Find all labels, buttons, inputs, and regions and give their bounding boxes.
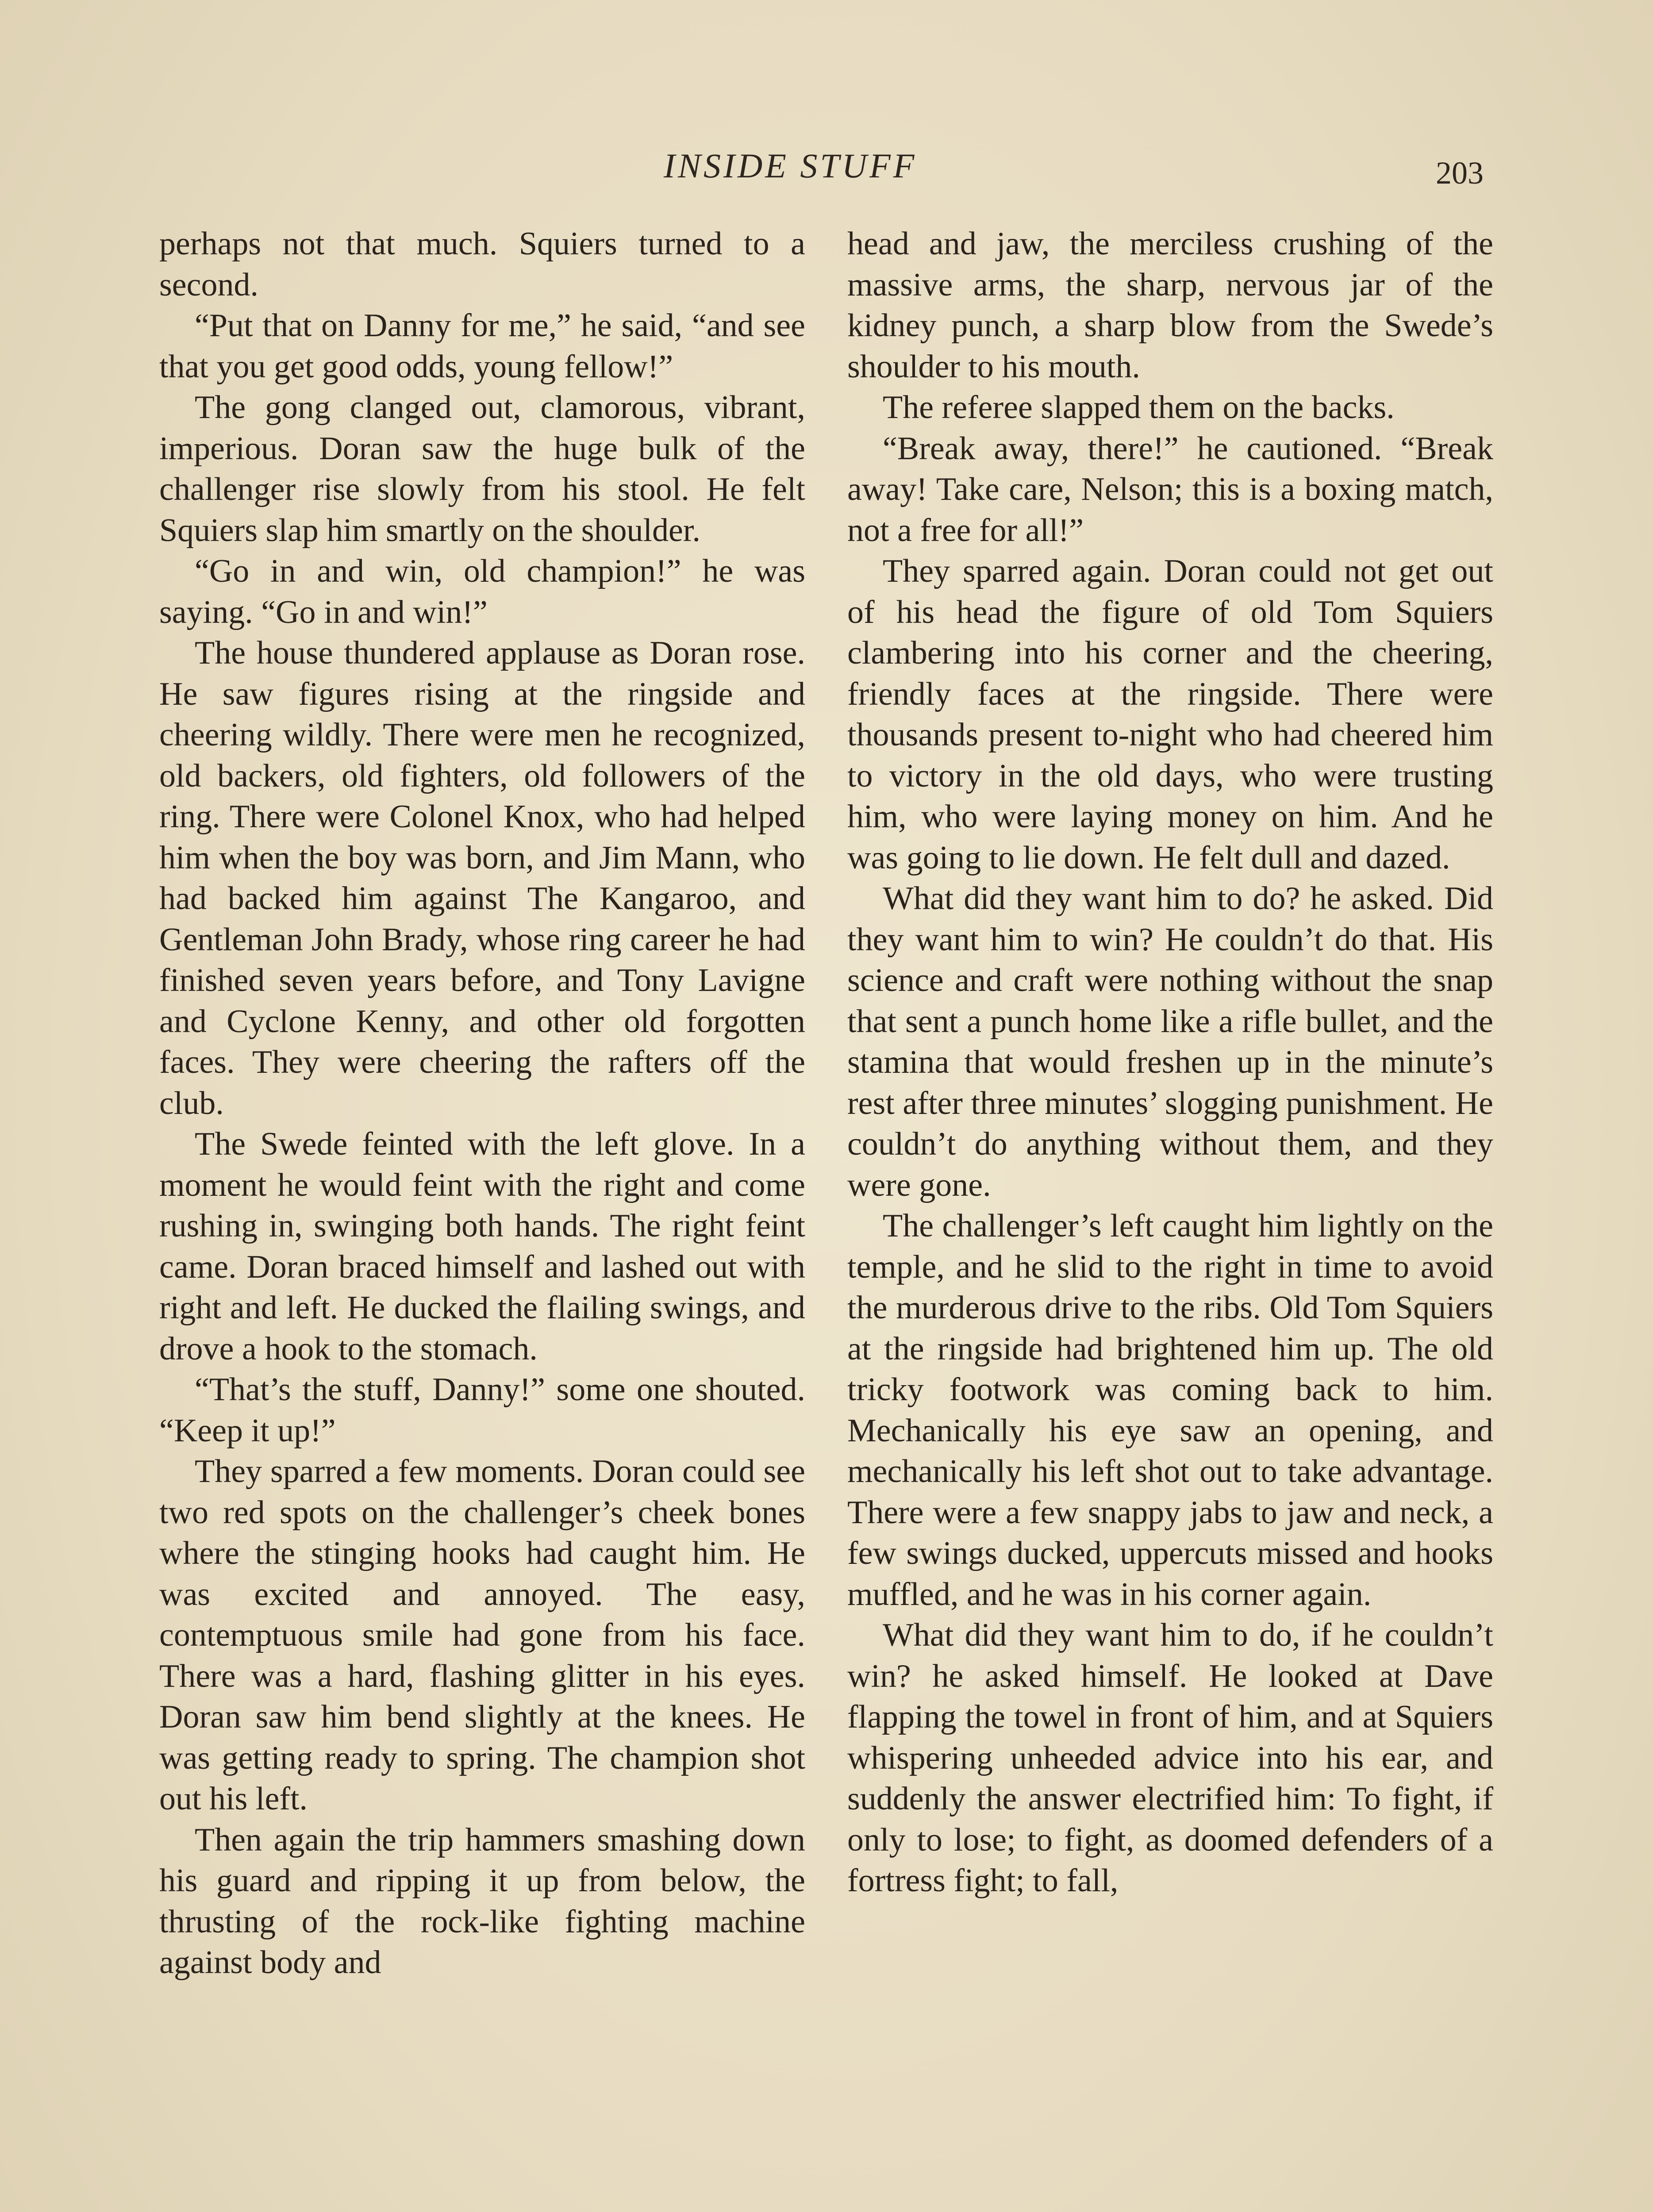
paragraph: head and jaw, the merciless crushing of the massive arms, the sharp, nervous jar of the kidney punch, a sharp blow from the Swede’s shoulder to his mouth. xyxy=(847,226,1493,385)
paragraph: They sparred again. Doran could not get out of his head the figure of old Tom Squiers clambering into his corner and the cheering, friendly faces at the ringside. There were thousands present to-night who had cheered him to victory in the old days, who were trusting him, who were laying money on him. And he was going to lie down. He felt dull and dazed. xyxy=(847,553,1493,876)
running-head xyxy=(0,146,1653,199)
right-column xyxy=(847,223,1493,1901)
paragraph: What did they want him to do? he asked. Did they want him to win? He couldn’t do that. His science and craft were nothing without the snap that sent a punch home like a rifle bullet, and the stamina that would freshen up in the minute’s rest after three minutes’ slogging punishment. He couldn’t do anything without them, and they were gone. xyxy=(847,880,1493,1203)
paragraph: perhaps not that much. Squiers turned to a second. xyxy=(159,226,805,303)
paragraph: The house thundered applause as Doran rose. He saw figures rising at the ringside and cheering wildly. There were men he recognized, old backers, old fighters, old followers of the ring. There were Colonel Knox, who had helped him when the boy was born, and Jim Mann, who had backed him against The Kangaroo, and Gentleman John Brady, whose ring career he had finished seven years before, and Tony Lavigne and Cyclone Kenny, and other old forgotten faces. They were cheering the rafters off the club. xyxy=(159,635,805,1121)
left-column xyxy=(159,223,805,1983)
paragraph: The challenger’s left caught him lightly on the temple, and he slid to the right in time to avoid the murderous drive to the ribs. Old Tom Squiers at the ringside had brightened him up. The old tricky footwork was coming back to him. Mechanically his eye saw an opening, and mechanically his left shot out to take advantage. There were a few snappy jabs to jaw and neck, a few swings ducked, uppercuts missed and hooks muffled, and he was in his corner again. xyxy=(847,1208,1493,1613)
paragraph: “That’s the stuff, Danny!” some one shouted. “Keep it up!” xyxy=(159,1371,805,1449)
paragraph: What did they want him to do, if he couldn’t win? he asked himself. He looked at Dave flapping the towel in front of him, and at Squiers whispering unheeded advice into his ear, and suddenly the answer electrified him: To fight, if only to lose; to fight, as doomed defenders of a fortress fight; to fall, xyxy=(847,1617,1493,1899)
paragraph: Then again the trip hammers smashing down his guard and ripping it up from below, the thrusting of the rock-like fighting machine against body and xyxy=(159,1821,805,1981)
running-title: INSIDE STUFF xyxy=(664,146,917,185)
paragraph: They sparred a few moments. Doran could see two red spots on the challenger’s cheek bones where the stinging hooks had caught him. He was excited and annoyed. The easy, contemptuous smile had gone from his face. There was a hard, flashing glitter in his eyes. Doran saw him bend slightly at the knees. He was getting ready to spring. The champion shot out his left. xyxy=(159,1453,805,1817)
paragraph: The referee slapped them on the backs. xyxy=(883,389,1395,426)
paragraph: The gong clanged out, clamorous, vibrant, imperious. Doran saw the huge bulk of the challenger rise slowly from his stool. He felt Squiers slap him smartly on the shoulder. xyxy=(159,389,805,549)
paragraph: “Put that on Danny for me,” he said, “and see that you get good odds, young fellow!” xyxy=(159,307,805,385)
page-number: 203 xyxy=(1436,155,1484,191)
paragraph: “Break away, there!” he cautioned. “Break away! Take care, Nelson; this is a boxing match, not a free for all!” xyxy=(847,430,1493,549)
paragraph: “Go in and win, old champion!” he was saying. “Go in and win!” xyxy=(159,553,805,630)
paragraph: The Swede feinted with the left glove. In a moment he would feint with the right and come rushing in, swinging both hands. The right feint came. Doran braced himself and lashed out with right and left. He ducked the flailing swings, and drove a hook to the stomach. xyxy=(159,1126,805,1367)
